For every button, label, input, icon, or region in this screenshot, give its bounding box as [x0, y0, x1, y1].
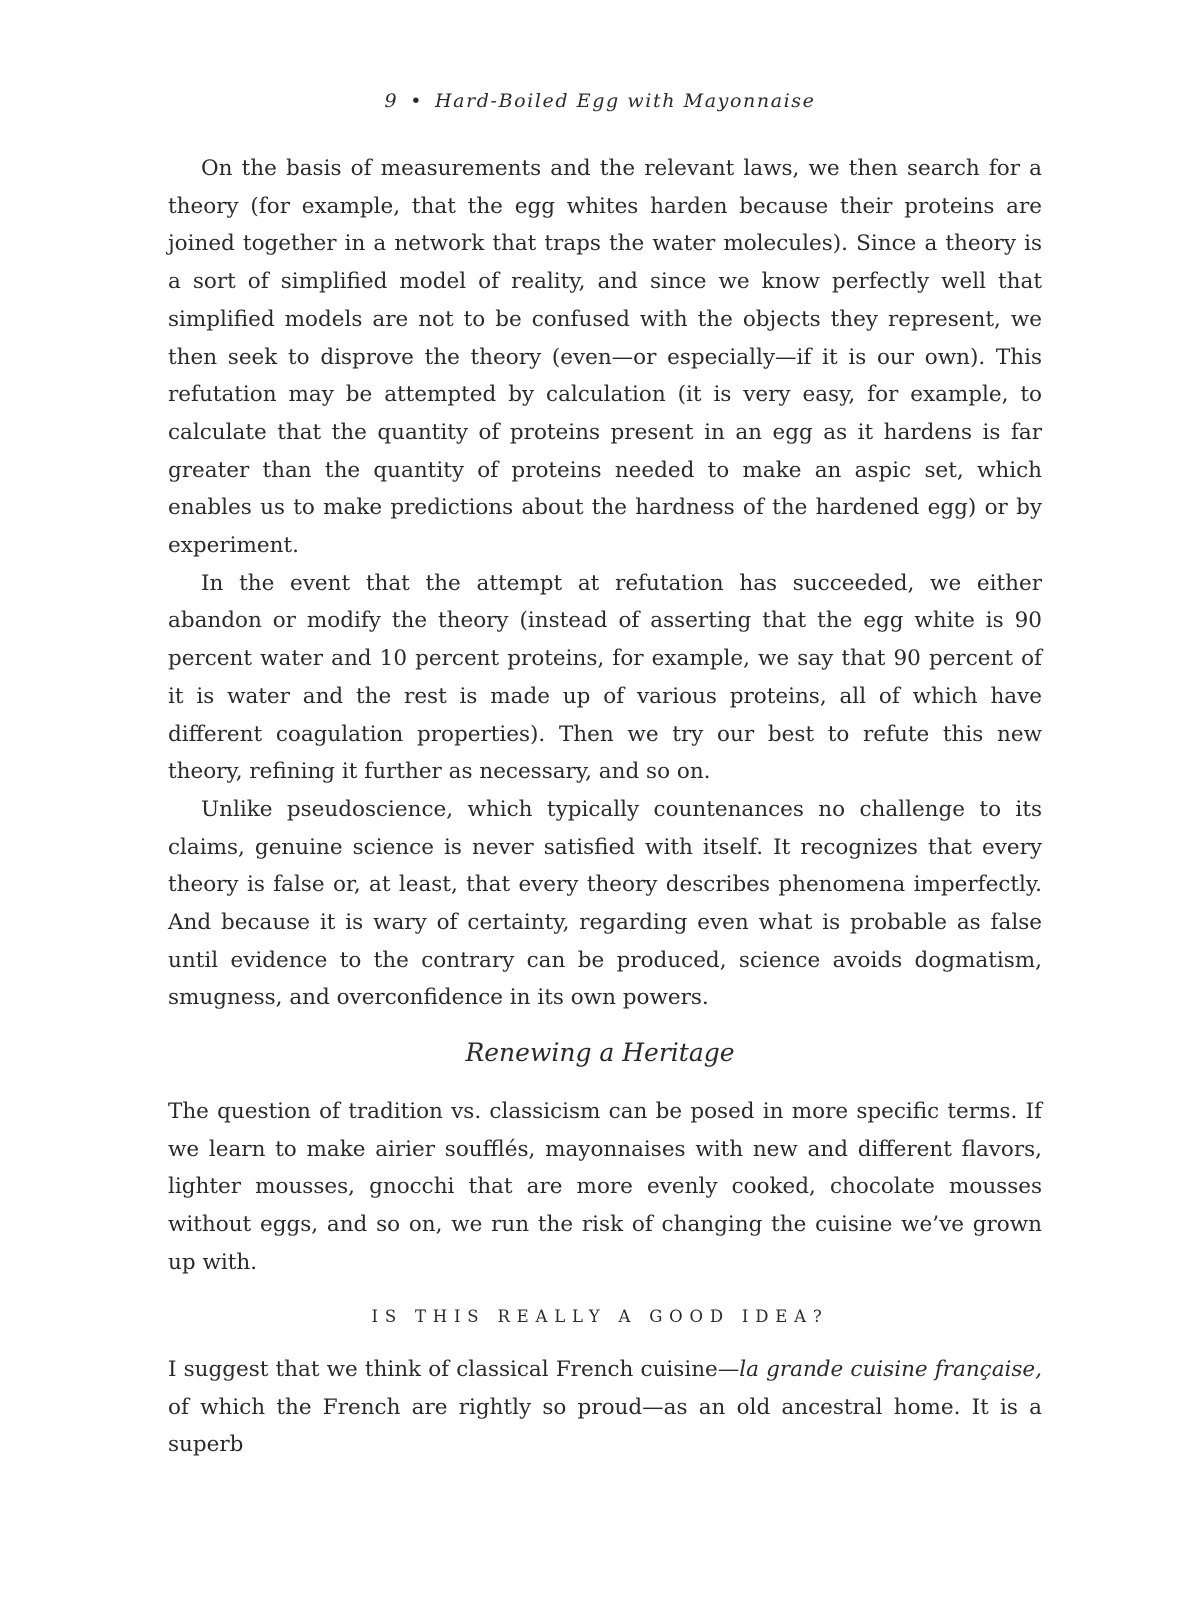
paragraph-text-end: of which the French are rightly so proud—as an old ancestral home. It is a superb	[168, 1394, 1042, 1458]
page-number: 9	[384, 90, 399, 112]
paragraph-theory-search: On the basis of measurements and the relevant laws, we then search for a theory (for example, that the egg whites harden because their proteins are joined together in a network that traps the water molecules). Since a theory is a sort of simplified model of reality, and since we know perfectly well that simplified models are not to be confused with the objects they represent, we then seek to disprove the theory (even—or especially—if it is our own). This refutation may be attempted by calculation (it is very easy, for example, to calculate that the quantity of proteins present in an egg as it hardens is far greater than the quantity of proteins needed to make an aspic set, which enables us to make predictions about the hardness of the hardened egg) or by experiment.	[168, 156, 1042, 559]
paragraph-refutation: In the event that the attempt at refutation has succeeded, we either abandon or modify the theory (instead of asserting that the egg white is 90 percent water and 10 percent proteins, for example, we say that 90 percent of it is water and the rest is made up of various proteins, all of which have different coagulation properties). Then we try our best to refute this new theory, refining it further as necessary, and so on.	[168, 570, 1042, 785]
italic-phrase: la grande cuisine française,	[739, 1357, 1042, 1382]
subheading: IS THIS REALLY A GOOD IDEA?	[371, 1307, 829, 1326]
section-heading: Renewing a Heritage	[465, 1038, 735, 1067]
section-text-block	[168, 1093, 1042, 1282]
paragraph-pseudoscience: Unlike pseudoscience, which typically countenances no challenge to its claims, genuine science is never satisfied with itself. It recognizes that every theory is false or, at least, that every theory describes phenomena imperfectly. And because it is wary of certainty, regarding even what is probable as false until evidence to the contrary can be produced, science avoids dogmatism, smugness, and overconfidence in its own powers.	[168, 796, 1042, 1011]
final-text-block	[168, 1351, 1042, 1464]
body-text-block	[168, 150, 1042, 1017]
chapter-title: Hard-Boiled Egg with Mayonnaise	[435, 90, 816, 112]
separator-bullet: •	[410, 90, 424, 112]
paragraph-text-start: I suggest that we think of classical French cuisine—	[168, 1357, 740, 1382]
running-head	[0, 90, 1200, 112]
paragraph-tradition-classicism: The question of tradition vs. classicism can be posed in more specific terms. If we learn to make airier soufflés, mayonnaises with new and different flavors, lighter mousses, gnocchi that are more evenly cooked, chocolate mousses without eggs, and so on, we run the risk of changing the cuisine we’ve grown up with.	[168, 1099, 1042, 1275]
paragraph-ancestral-home	[168, 1351, 1042, 1464]
